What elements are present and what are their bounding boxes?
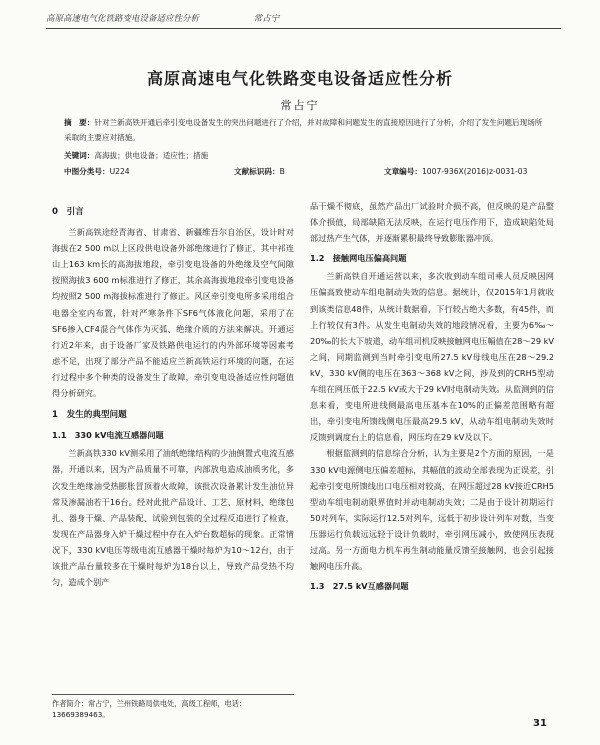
abstract (64, 115, 544, 145)
article-title: 高原高速电气化铁路变电设备适应性分析 (146, 69, 453, 88)
paragraph-ct: 兰新高铁330 kV测采用了油纸绝缘结构的少油倒置式电流互感器，开通以来，因为产品质量不可靠，内部放电造成油质劣化，多次发生绝缘油受热膨胀冒顶着火故障，该批次设备累计发生油位异常及渗漏油若干16台。经对此批产品设计、工艺、原材料、绝缘包扎、器身干燥、产品装配、试验到包装的全过程反追进行了检查，发现在产品器身入炉干燥过程中存在入炉台数超标的现象。正常情况下，330 kV电压等级电流互感器干燥时每炉为10～12台，由于该批产品台量较多在干燥时每炉为18台以上，导致产品受热不均匀，造成个别产 (52, 448, 294, 588)
paragraph-intro: 兰新高铁途经青海省、甘肃省、新疆维吾尔自治区，设计时对海拔在2 500 m以上区段供电设备外部绝缘进行了修正，其中祁连山上163 km长的高海拔地段，牵引变电设备的外绝缘及空气间隙按照海拔3 600 m标准进行了修正，其余高海拔地段牵引变电设备均按照2 500 m海拔标准进行了修正。风区牵引变电所多采用组合电器全室内布置，针对严寒条件下SF6气体液化问题，采用了在SF6掺入CF4混合气体作为灭弧、绝缘介质的方法来解决。开通运行近2年来，由于设备厂家及铁路供电运行的内外部环境等因素考虑不足，出现了部分产品不能适应兰新高铁运行环境的问题，在运行过程中多个种类的设备发生了故障，牵引变电设备适应性问题值得分析研究。 (52, 227, 294, 399)
running-header-author: 常占宁 (253, 14, 280, 24)
running-header-title: 高原高速电气化铁路变电设备适应性分析 (46, 14, 200, 24)
doc-code-value: B (279, 167, 285, 176)
abstract-label: 摘 要： (64, 118, 95, 127)
clc-value: U224 (109, 167, 130, 176)
subsection-heading-ct: 1.1 330 kV电流互感器问题 (52, 430, 164, 441)
paragraph-voltage-2: 根据监测到的信息综合分析，认为主要是2个方面的原因，一是330 kV电源侧电压偏差超标，其幅值的波动全部表现为正误差，引起牵引变电所馈线出口电压相对较高，在网压超过28 kV接近CRH5型动车组电制动限界值时并动电制动失效；二是由于设计初期运行50对列车，实际运行12.5对列车，远低于初步设计列车对数，当变压器运行负载远远轻于设计负载时，牵引网压减小，致使网压表现过高。另一方面电力机车再生制动能量反馈至接触网，也会引起接触网电压升高。 (310, 448, 554, 572)
author-footnote: 作者简介：常占宁，兰州铁路局供电处，高级工程师，电话：13669389463。 (52, 694, 294, 720)
article-number-label: 文章编号： (384, 167, 422, 176)
keywords-label: 关键词： (64, 151, 95, 160)
article-author: 常占宁 (280, 99, 320, 112)
paragraph-ct-continued: 品干燥不彻底，虽然产品出厂试验时介损不高，但反映的是产品整体介损值，局部缺陷无法反映，在运行电压作用下，造成缺陷处局部过热产生气体，并逐渐累积最终导致膨胀器冲顶。 (310, 201, 554, 244)
classification-row (64, 164, 544, 179)
running-header (46, 12, 561, 29)
keywords (64, 148, 544, 163)
paragraph-voltage-1: 兰新高铁自开通运营以来，多次收到动车组司乘人员反映因网压偏高致使动车组电制动失效的信息。据统计，仅2015年1月就收到该类信息48件，从统计数据看，下行较占绝大多数，有45件，而上行较仅有3件。从发生电制动失效的地段情况看，主要为6‰～20‰的长大下坡道，动车组司机反映接触网电压幅值在28～29 kV之间，同期监测到当时牵引变电所27.5 kV母线电压在28～29.2 kV，330 kV侧的电压在363～368 kV之间，涉及到的CRH5型动车组在网压低于22.5 kV或大于29 kV时电制动失效。从监测到的信息来看，变电所进线侧最高电压基本在10%的正偏差范围略有超出，牵引变电所馈线侧电压最高29.5 kV，从动车组电制动失效时反馈到调度台上的信息看，网压均在29 kV及以下。 (310, 271, 554, 443)
abstract-text: 针对兰新高铁开通后牵引变电设备发生的突出问题进行了介绍，并对故障和问题发生的直接原因进行了分析，介绍了发生问题后现场所采取的主要应对措施。 (64, 118, 543, 142)
right-column (310, 198, 554, 596)
section-heading-problems: 1 发生的典型问题 (52, 410, 127, 421)
left-column (52, 198, 294, 590)
keywords-text: 高海拔；供电设备；适应性；措施 (94, 151, 209, 160)
clc-label: 中图分类号： (64, 167, 110, 176)
doc-code-label: 文献标识码： (234, 167, 280, 176)
page-number: 31 (533, 718, 547, 729)
subsection-heading-voltage: 1.2 接触网电压偏高问题 (310, 253, 407, 264)
section-heading-intro: 0 引言 (52, 207, 84, 217)
article-number-value: 1007-936X(2016)z-0031-03 (421, 167, 528, 176)
subsection-heading-transformer: 1.3 27.5 kV互感器问题 (310, 581, 409, 592)
